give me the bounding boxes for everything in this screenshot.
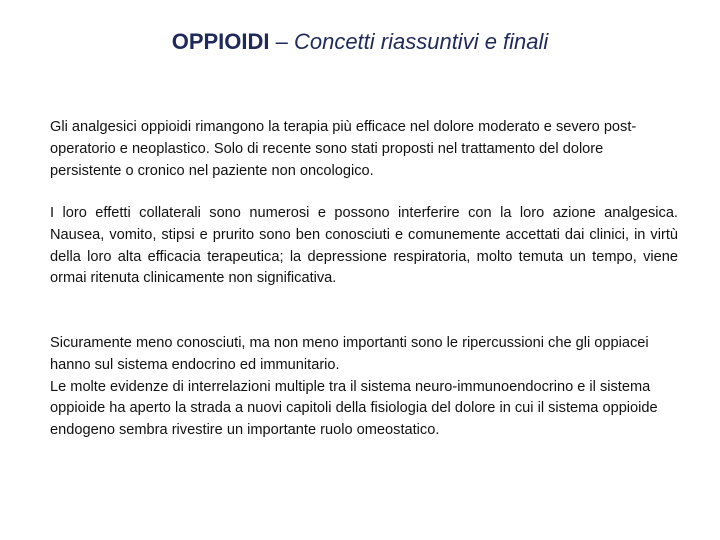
paragraph-text: Le molte evidenze di interrelazioni multiple tra il sistema neuro-immunoendocrino e il sistema oppioide ha aperto la strada a nuovi capitoli della fisiologia del dolore in cui il sistema oppioide endogeno sembra rivestire un importante ruolo omeostatico.: [50, 378, 658, 439]
title-keyword: OPPIOIDI: [171, 29, 270, 54]
paragraph-text: Sicuramente meno conosciuti, ma non meno importanti sono le ripercussioni che gli oppiacei hanno sul sistema endocrino ed immunitario.: [50, 335, 649, 373]
paragraph-text: Gli analgesici oppioidi rimangono la terapia più efficace nel dolore moderato e severo post-operatorio e neoplastico. Solo di recente sono stati proposti nel trattamento del dolore persistente o cronico nel paziente non oncologico.: [50, 119, 637, 179]
paragraph-intro: [50, 117, 678, 182]
paragraph-endocrine-immune: [50, 333, 678, 442]
slide-title: [0, 27, 720, 57]
title-subtitle: – Concetti riassuntivi e finali: [269, 29, 549, 54]
paragraph-side-effects: [50, 203, 678, 290]
paragraph-text: I loro effetti collaterali sono numerosi e possono interferire con la loro azione analgesica. Nausea, vomito, stipsi e prurito sono ben conosciuti e comunemente accettati dai clinici, in virtù della loro alta efficacia terapeutica; la depressione respiratoria, molto temuta un tempo, viene ormai ritenuta clinicamente non significativa.: [50, 205, 678, 287]
